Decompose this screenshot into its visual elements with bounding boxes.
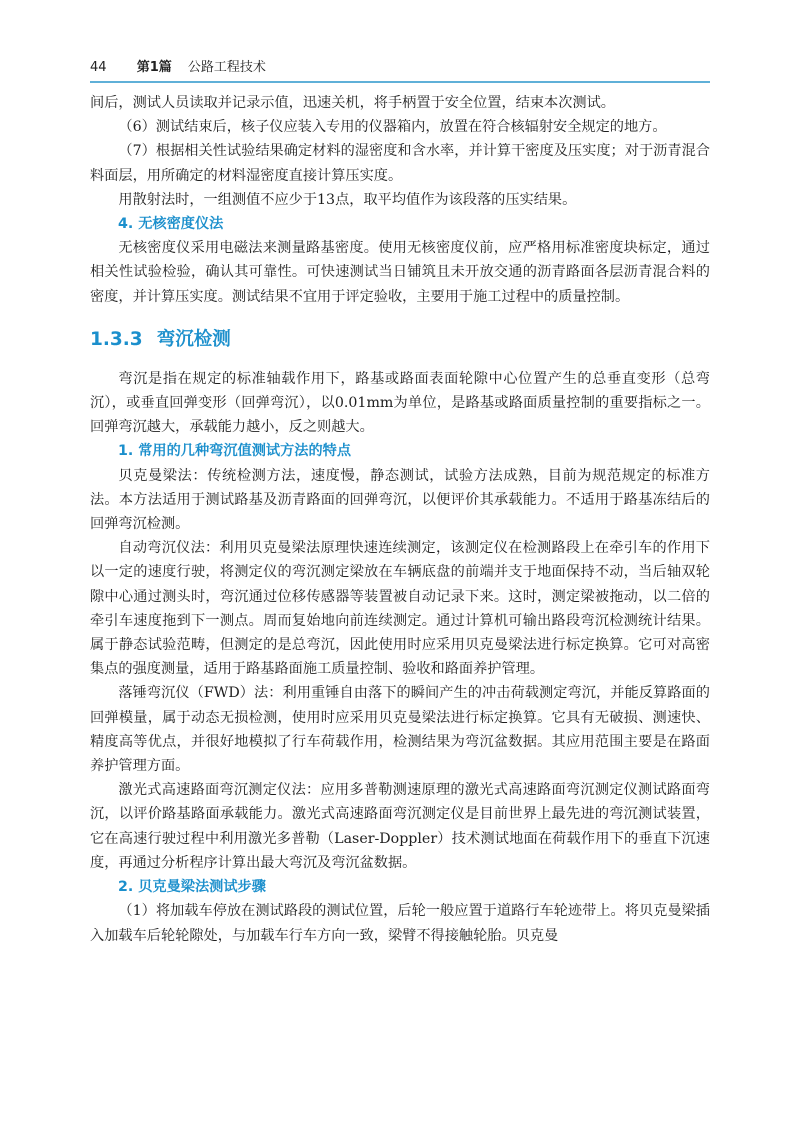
running-header <box>90 56 710 80</box>
page-number: 44 <box>90 60 107 75</box>
section-number: 1.3.3 <box>90 328 143 350</box>
paragraph: 弯沉是指在规定的标准轴载作用下，路基或路面表面轮隙中心位置产生的总垂直变形（总弯沉），或垂直回弹变形（回弹弯沉），以0.01mm为单位，是路基或路面质量控制的重要指标之一。回弹弯沉越大，承载能力越小，反之则越大。 <box>90 370 710 436</box>
subheading-2: 2. 贝克曼梁法测试步骤 <box>118 879 266 896</box>
paragraph: （6）测试结束后，核子仪应装入专用的仪器箱内，放置在符合核辐射安全规定的地方。 <box>118 119 667 136</box>
paragraph: 间后，测试人员读取并记录示值，迅速关机，将手柄置于安全位置，结束本次测试。 <box>90 95 615 111</box>
subheading-4: 4. 无核密度仪法 <box>118 216 224 233</box>
page-body <box>90 91 710 948</box>
header-rule <box>90 81 710 83</box>
paragraph: （1）将加载车停放在测试路段的测试位置，后轮一般应置于道路行车轮迹带上。将贝克曼梁插入加载车后轮轮隙处，与加载车行车方向一致，梁臂不得接触轮胎。贝克曼 <box>90 903 710 944</box>
section-title: 弯沉检测 <box>156 328 231 350</box>
paragraph: （7）根据相关性试验结果确定材料的湿密度和含水率，并计算干密度及压实度；对于沥青混合料面层，用所确定的材料湿密度直接计算压实度。 <box>90 143 710 184</box>
paragraph: 贝克曼梁法：传统检测方法，速度慢，静态测试，试验方法成熟，目前为规范规定的标准方法。本方法适用于测试路基及沥青路面的回弹弯沉，以便评价其承载能力。不适用于路基冻结后的回弹弯沉检测。 <box>90 467 710 533</box>
paragraph: 落锤弯沉仪（FWD）法：利用重锤自由落下的瞬间产生的冲击荷载测定弯沉，并能反算路面的回弹模量，属于动态无损检测，使用时应采用贝克曼梁法进行标定换算。它具有无破损、测速快、精度高等优点，并很好地模拟了行车荷载作用，检测结果为弯沉盆数据。其应用范围主要是在路面养护管理方面。 <box>90 685 710 775</box>
section-heading <box>90 327 710 353</box>
header-part: 第1篇 <box>136 60 172 75</box>
paragraph: 自动弯沉仪法：利用贝克曼梁法原理快速连续测定，该测定仪在检测路段上在牵引车的作用下以一定的速度行驶，将测定仪的弯沉测定梁放在车辆底盘的前端并支于地面保持不动，当后轴双轮隙中心通过测头时，弯沉通过位移传感器等装置被自动记录下来。这时，测定梁被拖动，以二倍的牵引车速度拖到下一测点。周而复始地向前连续测定。通过计算机可输出路段弯沉检测统计结果。属于静态试验范畴，但测定的是总弯沉，因此使用时应采用贝克曼梁法进行标定换算。它可对高密集点的强度测量，适用于路基路面施工质量控制、验收和路面养护管理。 <box>90 540 710 678</box>
subheading-1: 1. 常用的几种弯沉值测试方法的特点 <box>118 443 352 460</box>
paragraph: 无核密度仪采用电磁法来测量路基密度。使用无核密度仪前，应严格用标准密度块标定，通过相关性试验检验，确认其可靠性。可快速测试当日铺筑且未开放交通的沥青路面各层沥青混合料的密度，并计算压实度。测试结果不宜用于评定验收，主要用于施工过程中的质量控制。 <box>90 240 710 305</box>
paragraph: 激光式高速路面弯沉测定仪法：应用多普勒测速原理的激光式高速路面弯沉测定仪测试路面弯沉，以评价路基路面承载能力。激光式高速路面弯沉测定仪是目前世界上最先进的弯沉测试装置，它在高速行驶过程中利用激光多普勒（Laser-Doppler）技术测试地面在荷载作用下的垂直下沉速度，再通过分析程序计算出最大弯沉及弯沉盆数据。 <box>90 782 710 871</box>
header-title: 公路工程技术 <box>187 60 266 75</box>
paragraph: 用散射法时，一组测值不应少于13点，取平均值作为该段落的压实结果。 <box>118 191 577 208</box>
